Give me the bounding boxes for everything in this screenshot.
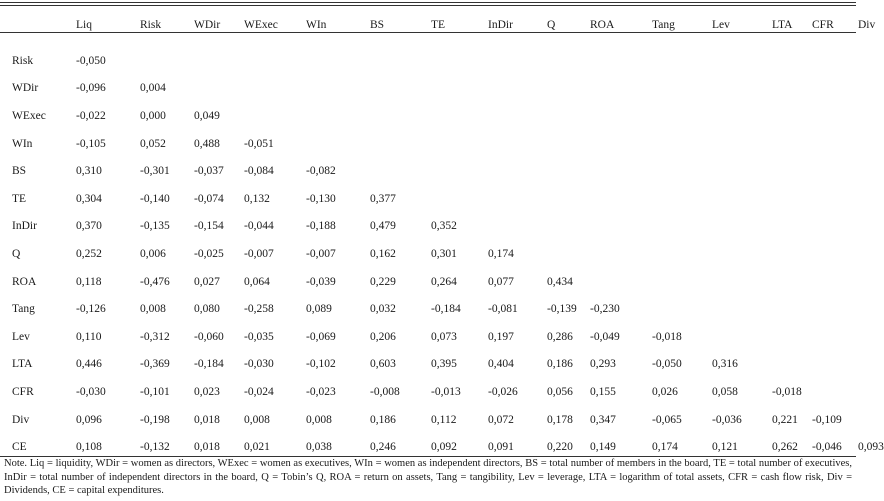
correlation-value: 0,072 (488, 413, 514, 426)
empty-cell (812, 323, 858, 351)
correlation-value: 0,023 (194, 385, 220, 398)
correlation-value: 0,096 (76, 413, 102, 426)
empty-cell (858, 406, 876, 434)
empty-cell (652, 185, 712, 213)
correlation-value: -0,035 (244, 330, 274, 343)
row-label: LTA (12, 358, 33, 371)
correlation-value: -0,476 (140, 275, 170, 288)
table-row (0, 378, 876, 406)
correlation-value: -0,109 (812, 413, 842, 426)
empty-cell (812, 295, 858, 323)
correlation-value: -0,130 (306, 192, 336, 205)
row-label: Q (12, 247, 21, 260)
correlation-value: 0,038 (306, 441, 332, 454)
empty-cell (431, 41, 488, 75)
correlation-value: 0,246 (370, 441, 396, 454)
empty-cell (712, 102, 772, 130)
empty-cell (652, 130, 712, 158)
empty-cell (244, 75, 306, 103)
correlation-value: 0,021 (244, 441, 270, 454)
correlation-value: -0,081 (488, 303, 518, 316)
table-row (0, 102, 876, 130)
correlation-value: 0,286 (547, 330, 573, 343)
correlation-value: -0,026 (488, 385, 518, 398)
empty-cell (858, 157, 876, 185)
empty-cell (547, 240, 590, 268)
empty-cell (370, 130, 431, 158)
empty-cell (590, 75, 652, 103)
correlation-value: -0,051 (244, 137, 274, 150)
column-header: TE (431, 18, 446, 31)
correlation-value: 0,488 (194, 137, 220, 150)
correlation-value: -0,049 (590, 330, 620, 343)
correlation-value: 0,032 (370, 303, 396, 316)
table-row (0, 41, 876, 75)
empty-cell (812, 213, 858, 241)
correlation-value: 0,018 (194, 413, 220, 426)
empty-cell (194, 75, 244, 103)
empty-cell (431, 130, 488, 158)
correlation-value: 0,221 (772, 413, 798, 426)
correlation-value: -0,188 (306, 220, 336, 233)
correlation-value: -0,069 (306, 330, 336, 343)
correlation-value: 0,027 (194, 275, 220, 288)
empty-cell (772, 157, 812, 185)
empty-cell (488, 41, 547, 75)
correlation-value: 0,301 (431, 247, 457, 260)
correlation-value: -0,074 (194, 192, 224, 205)
empty-cell (652, 157, 712, 185)
correlation-value: 0,110 (76, 330, 102, 343)
correlation-value: 0,220 (547, 441, 573, 454)
correlation-value: 0,089 (306, 303, 332, 316)
correlation-value: 0,262 (772, 441, 798, 454)
correlation-value: -0,369 (140, 358, 170, 371)
empty-cell (812, 268, 858, 296)
empty-cell (488, 185, 547, 213)
row-label: Tang (12, 303, 35, 316)
correlation-value: -0,082 (306, 165, 336, 178)
empty-cell (858, 185, 876, 213)
correlation-value: 0,304 (76, 192, 102, 205)
correlation-value: -0,258 (244, 303, 274, 316)
empty-cell (772, 213, 812, 241)
empty-cell (772, 130, 812, 158)
column-header: WExec (244, 18, 278, 31)
correlation-value: -0,096 (76, 82, 106, 95)
table-row (0, 406, 876, 434)
empty-cell (590, 268, 652, 296)
empty-cell (812, 130, 858, 158)
empty-cell (858, 213, 876, 241)
empty-cell (652, 295, 712, 323)
correlation-value: -0,046 (812, 441, 842, 454)
column-header: Div (858, 18, 876, 31)
empty-cell (772, 323, 812, 351)
table-row (0, 157, 876, 185)
correlation-value: 0,108 (76, 441, 102, 454)
correlation-value: 0,026 (652, 385, 678, 398)
empty-cell (370, 41, 431, 75)
column-header: WDir (194, 18, 221, 31)
row-label: WExec (12, 109, 46, 122)
correlation-value: 0,000 (140, 109, 166, 122)
empty-cell (590, 41, 652, 75)
column-header: Risk (140, 18, 162, 31)
correlation-value: -0,018 (652, 330, 682, 343)
empty-cell (590, 130, 652, 158)
empty-cell (431, 102, 488, 130)
correlation-value: -0,013 (431, 385, 461, 398)
correlation-value: -0,184 (431, 303, 461, 316)
empty-cell (712, 213, 772, 241)
empty-cell (431, 185, 488, 213)
correlation-value: 0,073 (431, 330, 457, 343)
correlation-value: -0,022 (76, 109, 106, 122)
empty-cell (712, 240, 772, 268)
empty-cell (712, 130, 772, 158)
empty-cell (772, 102, 812, 130)
correlation-value: 0,080 (194, 303, 220, 316)
empty-cell (306, 130, 370, 158)
empty-cell (370, 75, 431, 103)
empty-cell (812, 378, 858, 406)
correlation-value: 0,174 (488, 247, 514, 260)
row-label: Lev (12, 330, 30, 343)
empty-cell (488, 130, 547, 158)
empty-cell (812, 351, 858, 379)
correlation-value: 0,092 (431, 441, 457, 454)
table-row (0, 240, 876, 268)
correlation-value: 0,252 (76, 247, 102, 260)
empty-cell (431, 157, 488, 185)
row-label: CE (12, 441, 27, 454)
empty-cell (370, 102, 431, 130)
column-header: WIn (306, 18, 327, 31)
correlation-value: 0,052 (140, 137, 166, 150)
empty-cell (712, 157, 772, 185)
empty-cell (858, 351, 876, 379)
column-header: InDir (488, 18, 513, 31)
correlation-value: 0,008 (244, 413, 270, 426)
correlation-value: -0,230 (590, 303, 620, 316)
correlation-value: -0,024 (244, 385, 274, 398)
table-note: Note. Liq = liquidity, WDir = women as directors, WExec = women as executives, WIn = women as independent directors, BS = total number of members in the board, TE = total number of executives, InDir = total number of independent directors in the board, Q = Tobin’s Q, ROA = return on assets, Tang = tangibility, Lev = leverage, LTA = logarithm of total assets, CFR = cash flow risk, Div = Dividends, CE = capital expenditures. (4, 458, 852, 496)
empty-cell (858, 75, 876, 103)
header-row (0, 0, 876, 41)
correlation-value: -0,126 (76, 303, 106, 316)
correlation-value: 0,206 (370, 330, 396, 343)
empty-cell (812, 185, 858, 213)
correlation-value: 0,603 (370, 358, 396, 371)
column-header: LTA (772, 18, 793, 31)
correlation-value: -0,101 (140, 385, 170, 398)
correlation-value: 0,395 (431, 358, 457, 371)
correlation-value: -0,198 (140, 413, 170, 426)
correlation-value: -0,007 (244, 247, 274, 260)
column-header: Tang (652, 18, 675, 31)
correlation-value: -0,065 (652, 413, 682, 426)
correlation-value: 0,091 (488, 441, 514, 454)
empty-cell (194, 41, 244, 75)
table-row (0, 295, 876, 323)
correlation-value: 0,162 (370, 247, 396, 260)
empty-cell (590, 157, 652, 185)
row-label: WIn (12, 137, 33, 150)
correlation-value: 0,316 (712, 358, 738, 371)
correlation-value: -0,139 (547, 303, 577, 316)
empty-cell (244, 41, 306, 75)
correlation-value: -0,102 (306, 358, 336, 371)
row-label: InDir (12, 220, 37, 233)
correlation-value: 0,149 (590, 441, 616, 454)
empty-cell (812, 75, 858, 103)
empty-cell (488, 213, 547, 241)
correlation-value: 0,058 (712, 385, 738, 398)
correlation-value: 0,310 (76, 165, 102, 178)
empty-cell (858, 268, 876, 296)
empty-cell (590, 102, 652, 130)
row-label: BS (12, 165, 27, 178)
empty-cell (858, 102, 876, 130)
table-row (0, 213, 876, 241)
correlation-value: 0,174 (652, 441, 678, 454)
empty-cell (547, 130, 590, 158)
correlation-value: 0,264 (431, 275, 457, 288)
correlation-value: 0,370 (76, 220, 102, 233)
empty-cell (858, 323, 876, 351)
column-header: ROA (590, 18, 615, 31)
empty-cell (858, 240, 876, 268)
correlation-value: -0,135 (140, 220, 170, 233)
empty-cell (488, 102, 547, 130)
correlation-value: 0,118 (76, 275, 102, 288)
empty-cell (590, 213, 652, 241)
correlation-value: 0,186 (547, 358, 573, 371)
correlation-value: 0,347 (590, 413, 616, 426)
correlation-value: -0,140 (140, 192, 170, 205)
correlation-value: -0,312 (140, 330, 170, 343)
correlation-value: 0,404 (488, 358, 514, 371)
empty-cell (547, 157, 590, 185)
empty-cell (306, 41, 370, 75)
correlation-value: 0,004 (140, 82, 166, 95)
correlation-value: -0,132 (140, 441, 170, 454)
empty-cell (652, 268, 712, 296)
corner-cell (0, 0, 76, 41)
correlation-value: -0,037 (194, 165, 224, 178)
empty-cell (858, 130, 876, 158)
correlation-value: 0,377 (370, 192, 396, 205)
correlation-value: -0,007 (306, 247, 336, 260)
empty-cell (547, 213, 590, 241)
correlation-value: -0,050 (76, 54, 106, 67)
empty-cell (858, 41, 876, 75)
correlation-value: 0,186 (370, 413, 396, 426)
correlation-value: 0,049 (194, 109, 220, 122)
correlation-value: 0,008 (306, 413, 332, 426)
row-label: CFR (12, 385, 34, 398)
correlation-value: -0,184 (194, 358, 224, 371)
correlation-value: -0,023 (306, 385, 336, 398)
correlation-value: -0,060 (194, 330, 224, 343)
empty-cell (812, 157, 858, 185)
empty-cell (547, 102, 590, 130)
empty-cell (652, 240, 712, 268)
table-row (0, 130, 876, 158)
empty-cell (772, 41, 812, 75)
correlation-value: 0,132 (244, 192, 270, 205)
empty-cell (652, 41, 712, 75)
empty-cell (488, 157, 547, 185)
column-header: Liq (76, 18, 92, 31)
correlation-value: 0,008 (140, 303, 166, 316)
empty-cell (858, 295, 876, 323)
empty-cell (652, 75, 712, 103)
empty-cell (652, 213, 712, 241)
empty-cell (772, 185, 812, 213)
row-label: WDir (12, 82, 39, 95)
table-row (0, 351, 876, 379)
empty-cell (140, 41, 194, 75)
empty-cell (772, 268, 812, 296)
correlation-value: -0,036 (712, 413, 742, 426)
empty-cell (712, 75, 772, 103)
correlation-value: 0,112 (431, 413, 457, 426)
correlation-value: 0,018 (194, 441, 220, 454)
empty-cell (652, 102, 712, 130)
correlation-value: 0,056 (547, 385, 573, 398)
empty-cell (772, 240, 812, 268)
empty-cell (431, 75, 488, 103)
correlation-value: -0,044 (244, 220, 274, 233)
correlation-value: 0,006 (140, 247, 166, 260)
table-row (0, 75, 876, 103)
correlation-value: -0,018 (772, 385, 802, 398)
column-header: Lev (712, 18, 730, 31)
empty-cell (772, 351, 812, 379)
empty-cell (812, 41, 858, 75)
correlation-value: -0,008 (370, 385, 400, 398)
correlation-value: 0,064 (244, 275, 270, 288)
correlation-value: 0,155 (590, 385, 616, 398)
correlation-value: -0,105 (76, 137, 106, 150)
empty-cell (590, 185, 652, 213)
empty-cell (772, 295, 812, 323)
column-header: BS (370, 18, 385, 31)
empty-cell (306, 102, 370, 130)
column-header: Q (547, 18, 556, 31)
correlation-value: -0,154 (194, 220, 224, 233)
correlation-value: 0,093 (858, 441, 884, 454)
empty-cell (858, 378, 876, 406)
empty-cell (772, 75, 812, 103)
correlation-value: -0,084 (244, 165, 274, 178)
correlation-value: 0,446 (76, 358, 102, 371)
row-label: TE (12, 192, 27, 205)
correlation-value: 0,434 (547, 275, 573, 288)
correlation-value: 0,077 (488, 275, 514, 288)
empty-cell (812, 102, 858, 130)
empty-cell (712, 295, 772, 323)
empty-cell (812, 240, 858, 268)
correlation-value: 0,121 (712, 441, 738, 454)
empty-cell (712, 41, 772, 75)
empty-cell (306, 75, 370, 103)
empty-cell (712, 185, 772, 213)
empty-cell (244, 102, 306, 130)
empty-cell (370, 157, 431, 185)
correlation-value: 0,293 (590, 358, 616, 371)
correlation-value: 0,178 (547, 413, 573, 426)
correlation-value: 0,479 (370, 220, 396, 233)
correlation-value: -0,025 (194, 247, 224, 260)
correlation-value: 0,229 (370, 275, 396, 288)
correlation-value: 0,197 (488, 330, 514, 343)
empty-cell (488, 75, 547, 103)
correlation-value: -0,030 (76, 385, 106, 398)
empty-cell (712, 323, 772, 351)
empty-cell (590, 240, 652, 268)
table-row (0, 323, 876, 351)
row-label: Risk (12, 54, 34, 67)
row-label: Div (12, 413, 30, 426)
empty-cell (547, 75, 590, 103)
correlation-value: -0,050 (652, 358, 682, 371)
empty-cell (547, 185, 590, 213)
correlation-value: -0,039 (306, 275, 336, 288)
correlation-value: -0,301 (140, 165, 170, 178)
empty-cell (712, 268, 772, 296)
correlation-value: 0,352 (431, 220, 457, 233)
correlation-value: -0,030 (244, 358, 274, 371)
empty-cell (547, 41, 590, 75)
table-row (0, 268, 876, 296)
column-header: CFR (812, 18, 834, 31)
table-row (0, 185, 876, 213)
row-label: ROA (12, 275, 37, 288)
